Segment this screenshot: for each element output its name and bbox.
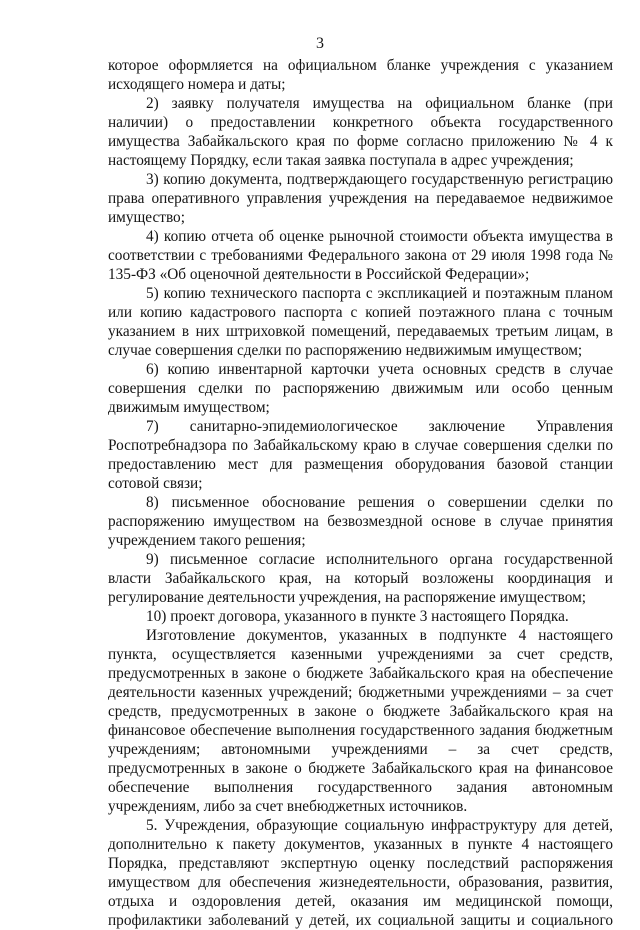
paragraph: 7) санитарно-эпидемиологическое заключение Управления Роспотребнадзора по Забайкальскому краю в случае совершения сделки по предоставлению мест для размещения оборудования базовой станции сотовой связи; [108,418,613,492]
paragraph: 3) копию документа, подтверждающего государственную регистрацию права оперативного управления учреждения на передаваемое недвижимое имущество; [108,171,613,226]
paragraph: Изготовление документов, указанных в подпункте 4 настоящего пункта, осуществляется казенными учреждениями за счет средств, предусмотренных в законе о бюджете Забайкальского края на обеспечение деятельности казенных учреждений; бюджетными учреждениями – за счет средств, предусмотренных в законе о бюджете Забайкальского края на финансовое обеспечение выполнения государственного задания бюджетным учреждениям; автономными учреждениями – за счет средств, предусмотренных в законе о бюджете Забайкальского края на финансовое обеспечение выполнения государственного задания автономным учреждениям, либо за счет внебюджетных источников. [108,627,613,815]
paragraph: 2) заявку получателя имущества на официальном бланке (при наличии) о предоставлении конкретного объекта государственного имущества Забайкальского края по форме согласно приложению № 4 к настоящему Порядку, если такая заявка поступала в адрес учреждения; [108,95,613,169]
paragraph: 8) письменное обоснование решения о совершении сделки по распоряжению имуществом на безвозмездной основе в случае принятия учреждением такого решения; [108,494,613,549]
paragraph: 4) копию отчета об оценке рыночной стоимости объекта имущества в соответствии с требованиями Федерального закона от 29 июля 1998 года № 135-ФЗ «Об оценочной деятельности в Российской Федерации»; [108,228,613,283]
paragraph: 5) копию технического паспорта с экспликацией и поэтажным планом или копию кадастрового паспорта с копией поэтажного плана с точным указанием в них штриховкой помещений, передаваемых третьим лицам, в случае совершения сделки по распоряжению недвижимым имуществом; [108,285,613,359]
paragraph: 6) копию инвентарной карточки учета основных средств в случае совершения сделки по распоряжению движимым или особо ценным движимым имуществом; [108,361,613,416]
paragraph: 5. Учреждения, образующие социальную инфраструктуру для детей, дополнительно к пакету документов, указанных в пункте 4 настоящего Порядка, представляют экспертную оценку последствий распоряжения имуществом для обеспечения жизнедеятельности, образования, развития, отдыха и оздоровления детей, оказания им медицинской помощи, профилактики заболеваний у детей, их социальной защиты и социального [108,817,613,929]
page-number: 3 [316,35,324,52]
paragraph: которое оформляется на официальном бланке учреждения с указанием исходящего номера и даты; [108,57,613,93]
paragraph: 9) письменное согласие исполнительного органа государственной власти Забайкальского края, на который возложены координация и регулирование деятельности учреждения, на распоряжение имуществом; [108,551,613,606]
document-body [108,56,613,930]
paragraph: 10) проект договора, указанного в пункте 3 настоящего Порядка. [146,608,569,625]
